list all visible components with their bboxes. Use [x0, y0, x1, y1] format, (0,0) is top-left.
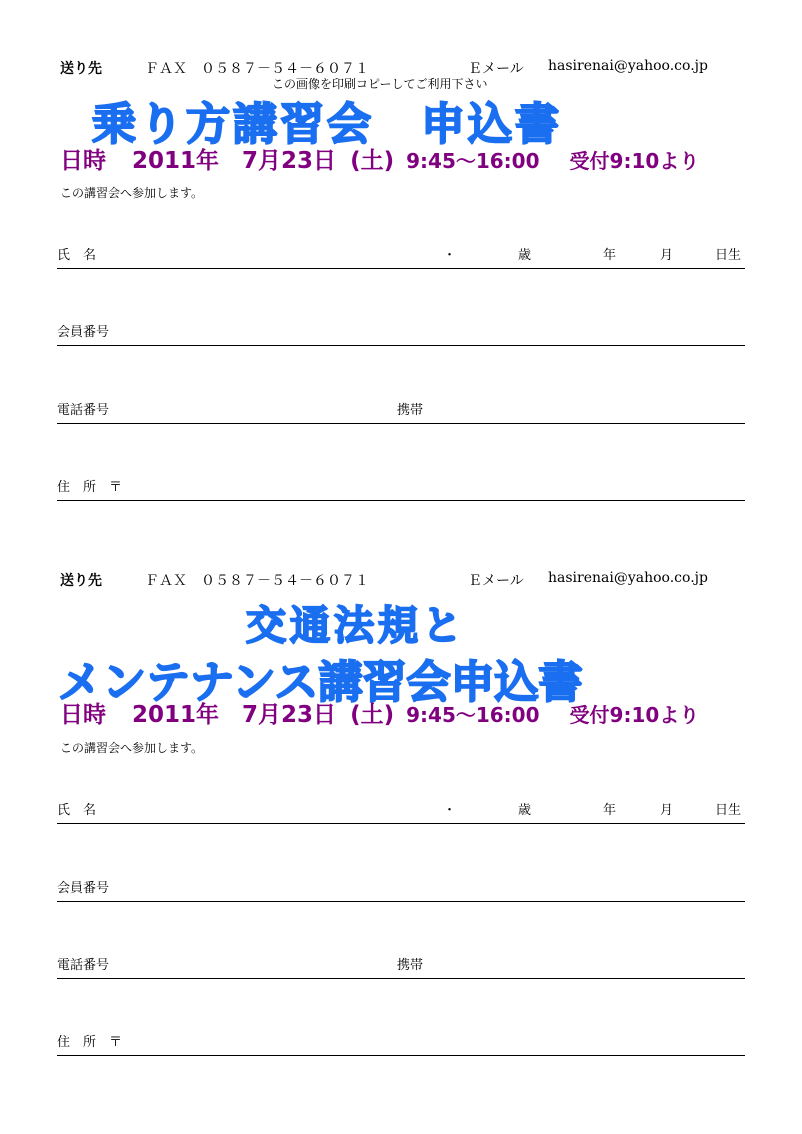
event-datetime: [60, 696, 699, 729]
event-time: 9:45～16:00: [406, 703, 540, 727]
email-address: hasirenai@yahoo.co.jp: [548, 570, 708, 586]
send-to-header: [60, 570, 750, 590]
phone-label: 電話番号: [57, 958, 110, 973]
fax-number: ＦＡＸ ０５８７－５４－６０７１: [145, 61, 369, 77]
intro-text: この講習会へ参加します。: [60, 741, 204, 755]
address-label: 住 所 〒: [57, 1035, 123, 1050]
age-label: 歳: [518, 248, 532, 263]
name-field-row[interactable]: [57, 244, 745, 269]
datetime-label: 日時: [60, 148, 106, 174]
print-note: この画像を印刷コピーしてご利用下さい: [272, 77, 488, 91]
age-label: 歳: [518, 803, 532, 818]
dot-separator: ・: [443, 248, 457, 263]
address-field-row[interactable]: [57, 1031, 745, 1056]
event-date: 2011年 7月23日: [132, 148, 337, 174]
intro-text: この講習会へ参加します。: [60, 186, 204, 200]
month-label: 月: [660, 803, 674, 818]
phone-field-row[interactable]: [57, 399, 745, 424]
fax-number: ＦＡＸ ０５８７－５４－６０７１: [145, 573, 369, 589]
member-number-label: 会員番号: [57, 881, 110, 896]
birth-label: 日生: [715, 248, 742, 263]
form-title: 乗り方講習会 申込書: [92, 99, 562, 150]
form-title-line-2: メンテナンス講習会申込書: [58, 657, 583, 708]
datetime-label: 日時: [60, 702, 106, 728]
email-label: Ｅメール: [468, 573, 524, 589]
member-number-label: 会員番号: [57, 325, 110, 340]
event-weekday: (土): [350, 148, 395, 174]
address-label: 住 所 〒: [57, 480, 123, 495]
email-label: Ｅメール: [468, 61, 524, 77]
event-date: 2011年 7月23日: [132, 702, 337, 728]
email-address: hasirenai@yahoo.co.jp: [548, 58, 708, 74]
year-label: 年: [603, 803, 617, 818]
event-time: 9:45～16:00: [406, 149, 540, 173]
send-to-label: 送り先: [60, 61, 102, 77]
name-field-row[interactable]: [57, 799, 745, 824]
phone-label: 電話番号: [57, 403, 110, 418]
dot-separator: ・: [443, 803, 457, 818]
phone-field-row[interactable]: [57, 954, 745, 979]
event-datetime: [60, 142, 699, 175]
birth-label: 日生: [715, 803, 742, 818]
name-label: 氏 名: [57, 803, 97, 818]
reception-time: 受付9:10より: [569, 149, 700, 173]
mobile-label: 携帯: [397, 403, 424, 418]
send-to-label: 送り先: [60, 573, 102, 589]
reception-time: 受付9:10より: [569, 703, 700, 727]
month-label: 月: [660, 248, 674, 263]
member-number-field-row[interactable]: [57, 321, 745, 346]
address-field-row[interactable]: [57, 476, 745, 501]
mobile-label: 携帯: [397, 958, 424, 973]
member-number-field-row[interactable]: [57, 877, 745, 902]
event-weekday: (土): [350, 702, 395, 728]
year-label: 年: [603, 248, 617, 263]
form-title-line-1: 交通法規と: [246, 603, 466, 649]
name-label: 氏 名: [57, 248, 97, 263]
